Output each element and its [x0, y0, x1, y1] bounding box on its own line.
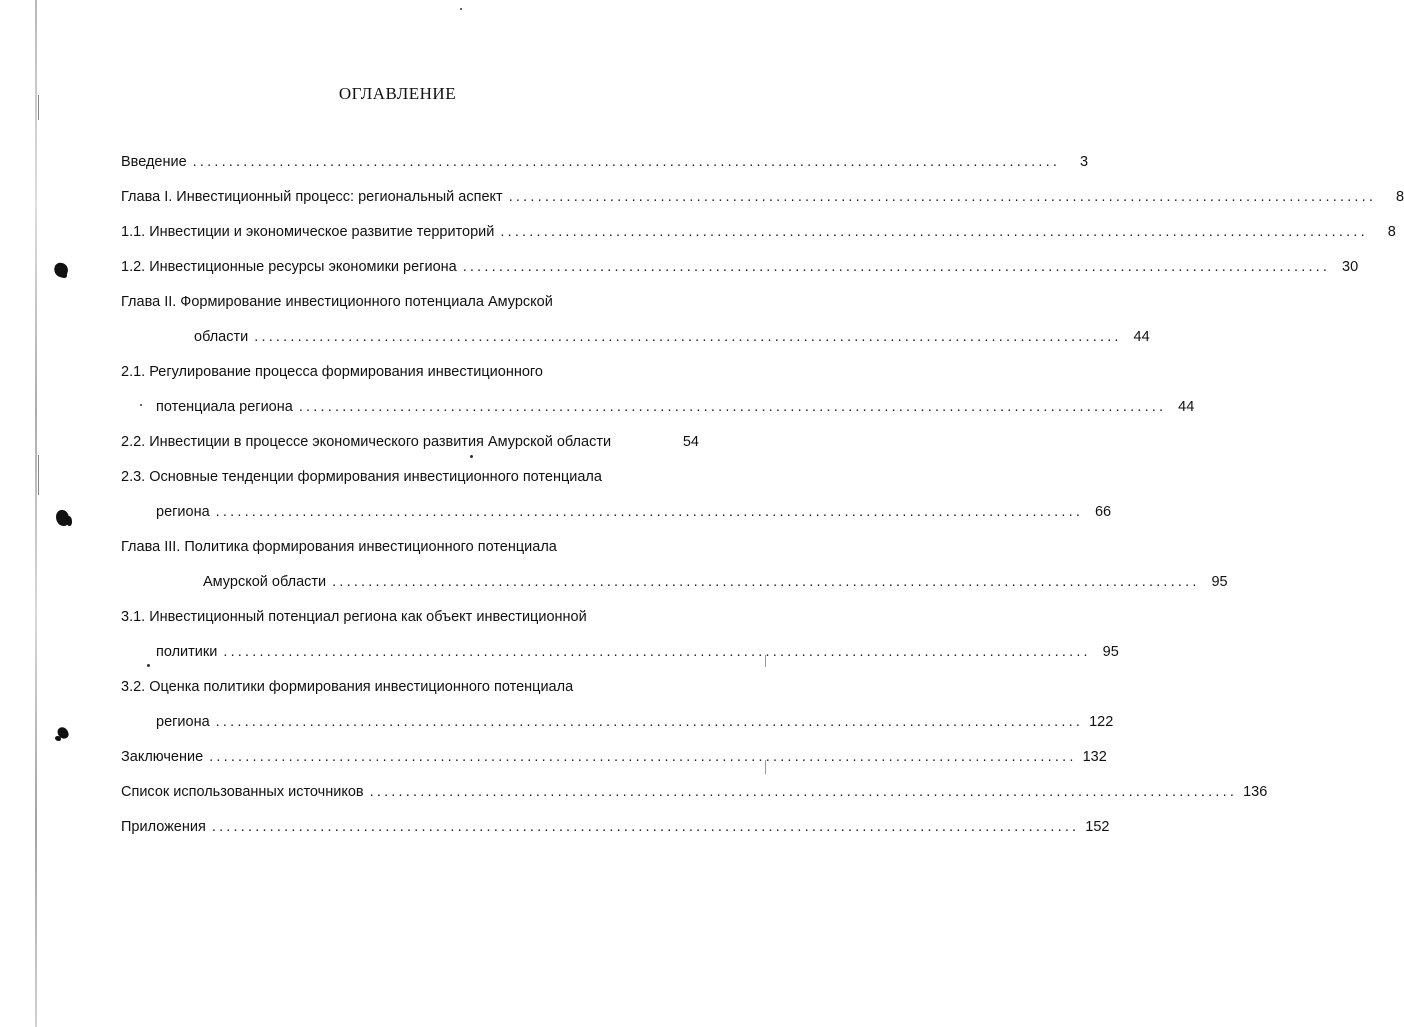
scan-edge-line [35, 0, 37, 1027]
page-title: ОГЛАВЛЕНИЕ [338, 84, 457, 103]
toc-entry [121, 150, 1089, 185]
toc-page-number: 44 [1178, 399, 1195, 415]
dot-leader: ........................................................................................................................ [254, 329, 1122, 345]
toc-entry-text: потенциала региона [156, 399, 293, 415]
toc-page-number: 3 [1080, 154, 1089, 170]
toc-entry-text: региона [156, 714, 210, 730]
toc-entry-text: 2.1. Регулирование процесса формирования инвестиционного [121, 364, 543, 380]
dot-leader: ........................................................................................................................ [215, 504, 1084, 520]
toc-page-number: 152 [1085, 819, 1110, 835]
ink-blot [60, 272, 67, 278]
dot-leader: ........................................................................................................................ [369, 784, 1238, 800]
dot-leader: ........................................................................................................................ [332, 574, 1200, 590]
toc-entry [121, 325, 1150, 360]
toc-entry [121, 395, 1195, 430]
toc-entry-text: Список использованных источников [121, 784, 364, 800]
toc-page-number: 66 [1094, 504, 1112, 520]
toc-entry [121, 360, 699, 395]
toc-entry [121, 640, 1119, 675]
toc-entry-text: 3.2. Оценка политики формирования инвестиционного потенциала [121, 679, 574, 695]
dot-leader: ........................................................................................................................ [500, 224, 1368, 240]
toc-entry [121, 675, 699, 710]
toc-page-number: 44 [1133, 329, 1150, 345]
toc-entry [121, 290, 699, 325]
toc-entry [121, 220, 1396, 255]
toc-entry [121, 185, 1404, 220]
toc-entry-text: Введение [121, 154, 187, 170]
toc-page-number: 8 [1387, 224, 1396, 240]
dot-leader: ........................................................................................................................ [298, 399, 1167, 415]
toc-entry [121, 710, 1114, 745]
toc-entry [121, 605, 699, 640]
toc-entry [121, 535, 699, 570]
table-of-contents [121, 150, 1404, 850]
dot-leader: ........................................................................................................................ [508, 189, 1377, 205]
toc-entry [121, 465, 699, 500]
dot-leader: ........................................................................................................................ [462, 259, 1331, 275]
toc-page-number: 54 [682, 434, 699, 450]
toc-entry-text: 1.1. Инвестиции и экономическое развитие территорий [121, 224, 495, 240]
toc-page-number: 95 [1211, 574, 1228, 590]
dot-leader: ........................................................................................................................ [223, 644, 1091, 660]
toc-entry-text: Заключение [121, 749, 204, 765]
toc-entry-text: 2.3. Основные тенденции формирования инвестиционного потенциала [121, 469, 602, 485]
toc-entry [121, 745, 1107, 780]
toc-entry-text: Глава II. Формирование инвестиционного потенциала Амурской [121, 294, 553, 310]
toc-entry [121, 570, 1228, 605]
dot-leader: ........................................................................................................................ [192, 154, 1061, 170]
toc-entry [121, 815, 1110, 850]
dot-leader: ........................................................................................................................ [209, 749, 1077, 765]
toc-page-number: 132 [1082, 749, 1107, 765]
toc-entry-text: Амурской области [203, 574, 327, 590]
toc-entry [121, 780, 1268, 815]
toc-page-number: 136 [1243, 784, 1268, 800]
toc-entry-text: Глава III. Политика формирования инвестиционного потенциала [121, 539, 557, 555]
toc-entry [121, 500, 1112, 535]
dot-leader: ........................................................................................................................ [215, 714, 1084, 730]
toc-entry-text: Глава I. Инвестиционный процесс: региональный аспект [121, 189, 503, 205]
toc-entry [121, 430, 699, 465]
toc-entry-text: области [194, 329, 249, 345]
ink-blot [55, 736, 61, 741]
toc-page-number: 8 [1396, 189, 1404, 205]
toc-entry-text: 1.2. Инвестиционные ресурсы экономики региона [121, 259, 457, 275]
scan-mark [38, 455, 39, 495]
toc-page-number: 95 [1102, 644, 1119, 660]
toc-entry [121, 255, 1359, 290]
toc-entry-text: региона [156, 504, 210, 520]
ink-speck [460, 8, 462, 10]
dot-leader: ........................................................................................................................ [211, 819, 1080, 835]
toc-entry-text: политики [156, 644, 218, 660]
toc-page-number: 30 [1342, 259, 1359, 275]
toc-page-number: 122 [1089, 714, 1114, 730]
toc-entry-text: Приложения [121, 819, 206, 835]
toc-entry-text: 2.2. Инвестиции в процессе экономического развития Амурской области [121, 434, 612, 450]
toc-entry-text: 3.1. Инвестиционный потенциал региона как объект инвестиционной [121, 609, 587, 625]
ink-blot [66, 516, 72, 526]
